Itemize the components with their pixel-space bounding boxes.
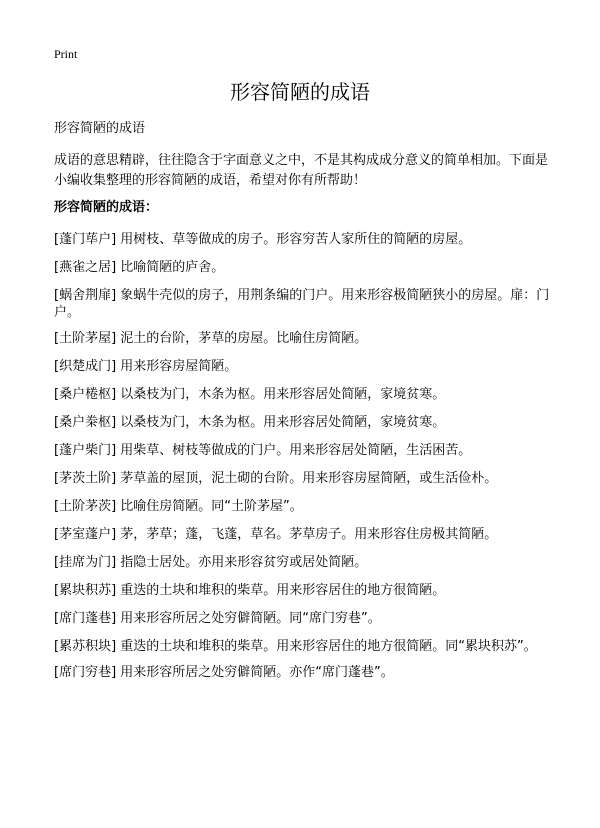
intro-paragraph: 成语的意思精辟，往往隐含于字面意义之中，不是其构成成分意义的简单相加。下面是小编收集整理的形容简陋的成语，希望对你有所帮助！ — [54, 153, 549, 188]
idiom-entry — [54, 358, 554, 375]
idiom-term: [蓬门荜户] — [54, 232, 117, 247]
idiom-entry — [54, 330, 554, 347]
idiom-definition: 重迭的土块和堆积的柴草。用来形容居住的地方很简陋。同“累块积苏”。 — [116, 639, 537, 654]
idiom-entry — [54, 582, 554, 599]
idiom-definition: 以桑枝为门，木条为枢。用来形容居处简陋，家境贫寒。 — [116, 415, 446, 430]
subtitle: 形容简陋的成语 — [54, 121, 146, 136]
idiom-entry — [54, 498, 554, 515]
idiom-entry — [54, 442, 554, 459]
idiom-term: [累块积苏] — [54, 583, 117, 598]
idiom-entry — [54, 638, 554, 655]
idiom-definition: 重迭的土块和堆积的柴草。用来形容居住的地方很简陋。 — [116, 583, 446, 598]
idiom-definition: 茅，茅草；蓬，飞蓬，草名。茅草房子。用来形容住房极其简陋。 — [116, 527, 498, 542]
idiom-definition: 以桑枝为门，木条为枢。用来形容居处简陋，家境贫寒。 — [116, 387, 446, 402]
idiom-term: [挂席为门] — [54, 555, 117, 570]
idiom-term: [蓬户柴门] — [54, 443, 117, 458]
idiom-term: [累苏积块] — [54, 639, 117, 654]
idiom-term: [织楚成门] — [54, 359, 117, 374]
idiom-entry — [54, 386, 554, 403]
idiom-term: [茅室蓬户] — [54, 527, 117, 542]
idiom-entry — [54, 664, 554, 681]
idiom-term: [燕雀之居] — [54, 260, 117, 275]
idiom-entry — [54, 259, 554, 276]
idiom-entry — [54, 287, 554, 321]
idiom-term: [茅茨土阶] — [54, 471, 117, 486]
idiom-entry — [54, 526, 554, 543]
print-label: Print — [54, 47, 78, 61]
idiom-term: [土阶茅茨] — [54, 499, 117, 514]
idiom-definition: 用树枝、草等做成的房子。形容穷苦人家所住的简陋的房屋。 — [116, 232, 472, 247]
idiom-entry — [54, 414, 554, 431]
idiom-term: [席门穷巷] — [54, 665, 117, 680]
idiom-term: [蜗舍荆扉] — [54, 288, 117, 303]
idiom-definition: 比喻简陋的庐舍。 — [116, 260, 225, 275]
idiom-list — [54, 231, 554, 692]
idiom-entry — [54, 554, 554, 571]
idiom-entry — [54, 470, 554, 487]
idiom-entry — [54, 610, 554, 627]
page-title: 形容简陋的成语 — [230, 80, 370, 104]
idiom-definition: 泥土的台阶，茅草的房屋。比喻住房简陋。 — [116, 331, 368, 346]
idiom-definition: 比喻住房简陋。同“土阶茅屋”。 — [116, 499, 303, 514]
idiom-definition: 用来形容所居之处穷僻简陋。同“席门穷巷”。 — [116, 611, 381, 626]
idiom-term: [桑户棬枢] — [54, 387, 117, 402]
idiom-definition: 用柴草、树枝等做成的门户。用来形容居处简陋，生活困苦。 — [116, 443, 472, 458]
idiom-definition: 用来形容所居之处穷僻简陋。亦作“席门蓬巷”。 — [116, 665, 394, 680]
idiom-definition: 象蜗牛壳似的房子，用荆条编的门户。用来形容极简陋狭小的房屋。扉：门户。 — [54, 288, 550, 320]
idiom-term: [桑户桊枢] — [54, 415, 117, 430]
idiom-entry — [54, 231, 554, 248]
idiom-definition: 用来形容房屋简陋。 — [116, 359, 238, 374]
idiom-term: [土阶茅屋] — [54, 331, 117, 346]
idiom-definition: 指隐士居处。亦用来形容贫穷或居处简陋。 — [116, 555, 368, 570]
section-heading: 形容简陋的成语： — [54, 200, 159, 215]
idiom-term: [席门蓬巷] — [54, 611, 117, 626]
idiom-definition: 茅草盖的屋顶，泥土砌的台阶。用来形容房屋简陋，或生活俭朴。 — [116, 471, 498, 486]
